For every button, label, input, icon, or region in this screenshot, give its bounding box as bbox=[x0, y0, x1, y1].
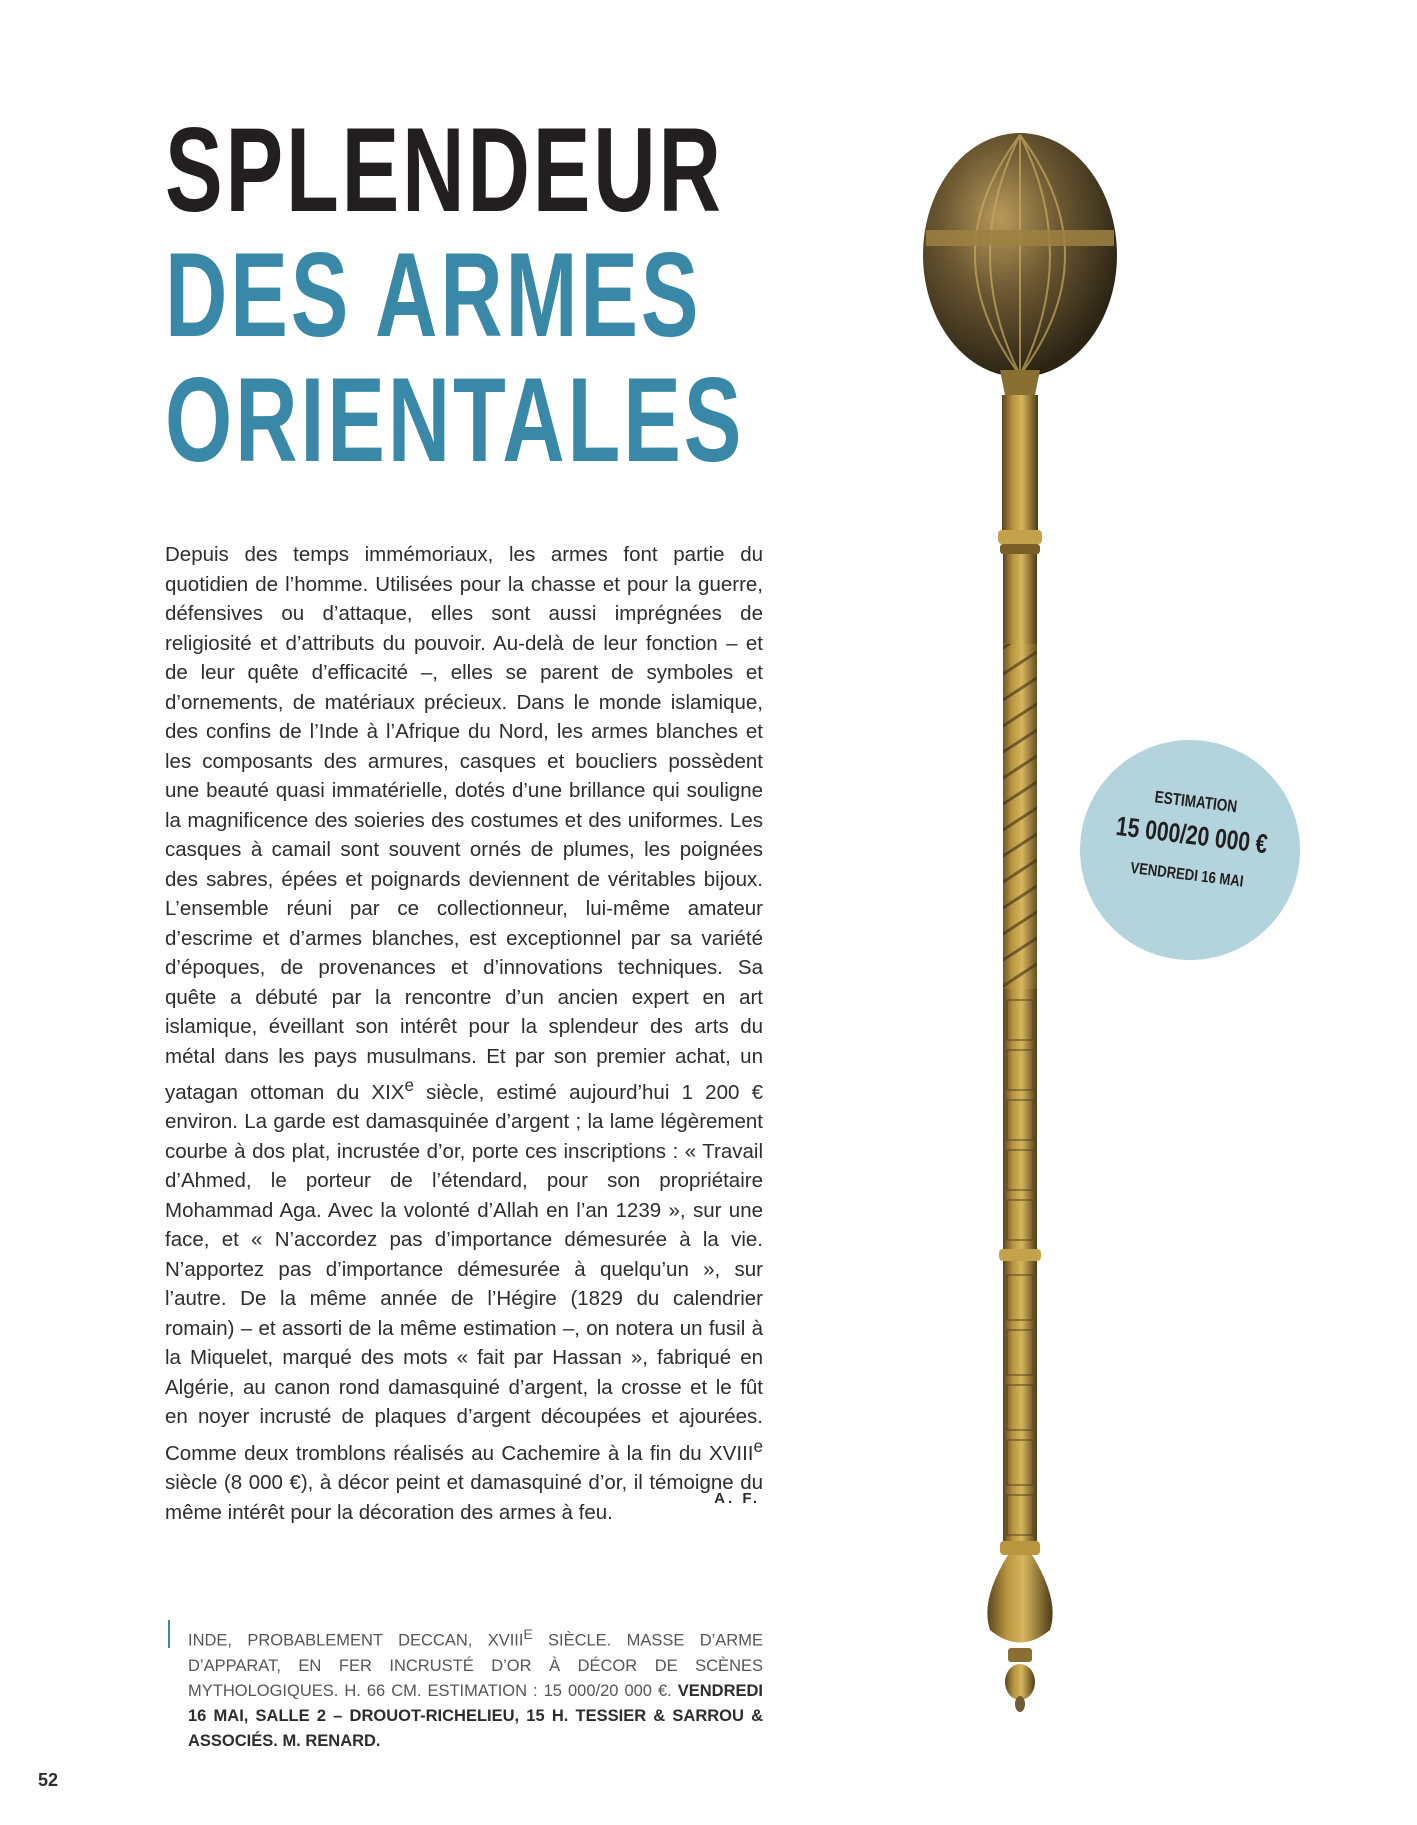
superscript-1: e bbox=[404, 1076, 414, 1095]
article-body-part-3: siècle (8 000 €), à décor peint et damasquiné d’or, il témoigne du même intérêt pour la décoration des armes à feu. bbox=[165, 1471, 763, 1524]
caption-accent-bar bbox=[168, 1620, 170, 1648]
article-body bbox=[165, 540, 763, 1527]
caption-sale-info: VENDREDI 16 MAI, SALLE 2 – DROUOT-RICHELIEU, 15 H. TESSIER & SARROU & ASSOCIÉS. M. RENARD. bbox=[188, 1681, 763, 1750]
estimate-date: VENDREDI 16 MAI bbox=[1129, 859, 1245, 891]
estimate-label: ESTIMATION bbox=[1153, 787, 1239, 817]
article-body-part-2: siècle, estimé aujourd’hui 1 200 € environ. La garde est damasquinée d’argent ; la lame légèrement courbe à dos plat, incrustée d’or, porte ces inscriptions : « Travail d’Ahmed, le porteur de l’étendard, pour son propriétaire Mohammad Aga. Avec la volonté d’Allah en l’an 1239 », sur une face, et « N’accordez pas d’importance démesurée à la vie. N’apportez pas d’importance démesurée à quelqu’un », sur l’autre. De la même année de l’Hégire (1829 du calendrier romain) – et assorti de la même estimation –, on notera un fusil à la Miquelet, marqué des mots « fait par Hassan », fabriqué en Algérie, au canon rond damasquiné d’argent, la crosse et le fût en noyer incrusté de plaques d’argent découpées et ajourées. Comme deux tromblons réalisés au Cachemire à la fin du XVIII bbox=[165, 1080, 763, 1465]
estimate-badge bbox=[1080, 740, 1300, 960]
title-line-2: DES ARMES bbox=[165, 228, 702, 362]
superscript-2: e bbox=[753, 1436, 763, 1456]
author-initials: A. F. bbox=[714, 1490, 760, 1507]
caption-part-1: INDE, PROBABLEMENT DECCAN, XVIII bbox=[188, 1631, 524, 1650]
estimate-value: 15 000/20 000 € bbox=[1114, 810, 1270, 860]
title-line-3: ORIENTALES bbox=[165, 353, 745, 487]
caption-superscript: E bbox=[523, 1627, 533, 1642]
title-line-1: SPLENDEUR bbox=[165, 103, 724, 237]
article-body-part-1: Depuis des temps immémoriaux, les armes font partie du quotidien de l’homme. Utilisées pour la chasse et pour la guerre, défensives ou d’attaque, elles sont aussi imprégnées de religiosité et d’attributs du pouvoir. Au-delà de leur fonction – et de leur quête d’efficacité –, elles se parent de symboles et d’ornements, de matériaux précieux. Dans le monde islamique, des confins de l’Inde à l’Afrique du Nord, les armes blanches et les composants des armures, casques et boucliers possèdent une beauté quasi immatérielle, dotés d’une brillance qui souligne la magnificence des soieries des costumes et des uniformes. Les casques à camail sont souvent ornés de plumes, les poignées des sabres, épées et poignards deviennent de véritables bijoux. L’ensemble réuni par ce collectionneur, lui-même amateur d’escrime et d’armes blanches, est exceptionnel par sa variété d’époques, de provenances et d’innovations techniques. Sa quête a débuté par la rencontre d’un ancien expert en art islamique, éveillant son intérêt pour la splendeur des arts du métal dans les pays musulmans. Et par son premier achat, un yatagan ottoman du XIX bbox=[165, 543, 763, 1104]
caption-part-2: SIÈCLE. MASSE D’ARME D’APPARAT, EN FER INCRUSTÉ D’OR À DÉCOR DE SCÈNES MYTHOLOGIQUES. H. 66 CM. ESTIMATION : 15 000/20 000 €. bbox=[188, 1631, 763, 1700]
image-caption bbox=[188, 1622, 763, 1754]
page-number: 52 bbox=[38, 1770, 59, 1790]
